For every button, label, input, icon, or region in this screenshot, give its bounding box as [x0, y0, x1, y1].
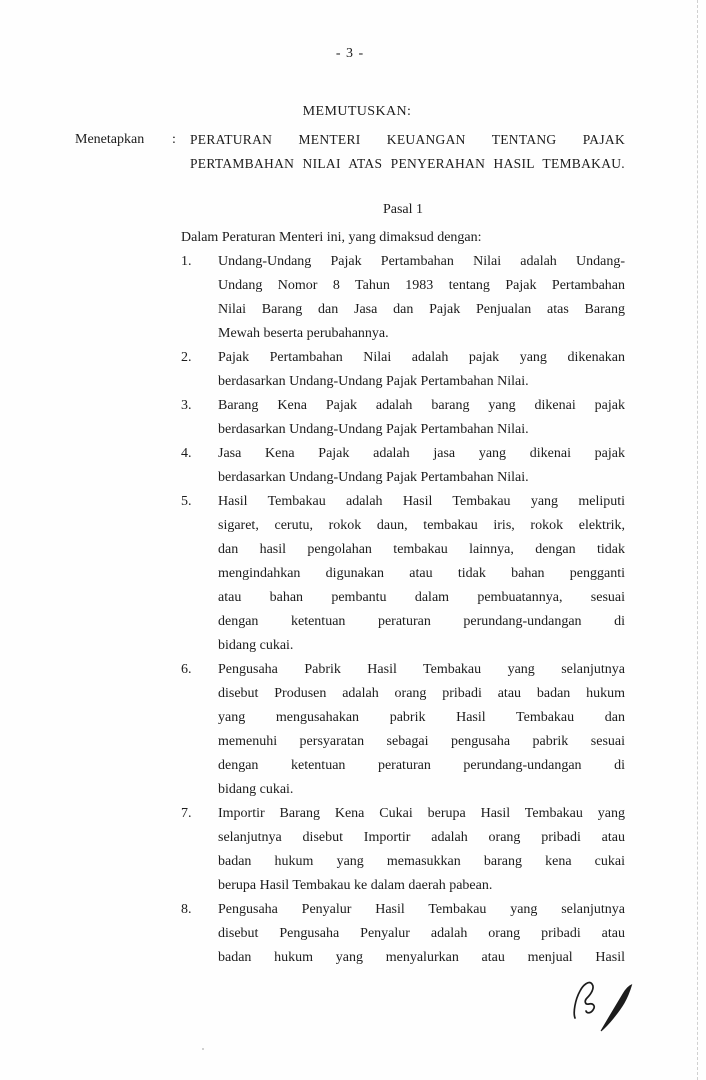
item-line: Undang Nomor 8 Tahun 1983 tentang Pajak Pertambahan — [218, 278, 625, 293]
list-item — [181, 898, 625, 970]
item-line: dengan ketentuan peraturan perundang-undangan di — [218, 614, 625, 629]
item-text — [218, 490, 625, 658]
list-item — [181, 490, 625, 658]
item-line: dengan ketentuan peraturan perundang-undangan di — [218, 758, 625, 773]
item-line: Pengusaha Pabrik Hasil Tembakau yang selanjutnya — [218, 662, 625, 677]
item-line: berdasarkan Undang-Undang Pajak Pertambahan Nilai. — [218, 374, 529, 389]
item-line: disebut Produsen adalah orang pribadi atau badan hukum — [218, 686, 625, 701]
item-number: 2. — [181, 350, 192, 365]
list-item — [181, 802, 625, 898]
item-line: berdasarkan Undang-Undang Pajak Pertambahan Nilai. — [218, 422, 529, 437]
item-line: Pengusaha Penyalur Hasil Tembakau yang selanjutnya — [218, 902, 625, 917]
item-text — [218, 346, 625, 394]
item-number: 6. — [181, 662, 192, 677]
item-text — [218, 658, 625, 802]
item-line: bidang cukai. — [218, 638, 294, 653]
item-line: bidang cukai. — [218, 782, 294, 797]
item-line: Barang Kena Pajak adalah barang yang dikenai pajak — [218, 398, 625, 413]
item-number: 1. — [181, 254, 192, 269]
menetapkan-colon: : — [172, 132, 176, 147]
item-line: Jasa Kena Pajak adalah jasa yang dikenai pajak — [218, 446, 625, 461]
item-line: atau bahan pembantu dalam pembuatannya, sesuai — [218, 590, 625, 605]
scan-dot-artifact — [202, 1048, 204, 1050]
page-number: - 3 - — [335, 46, 365, 61]
decision-heading: MEMUTUSKAN: — [302, 104, 412, 119]
item-line: badan hukum yang memasukkan barang kena cukai — [218, 854, 625, 869]
item-line: memenuhi persyaratan sebagai pengusaha pabrik sesuai — [218, 734, 625, 749]
item-number: 5. — [181, 494, 192, 509]
list-item — [181, 658, 625, 802]
item-line: berdasarkan Undang-Undang Pajak Pertambahan Nilai. — [218, 470, 529, 485]
list-item — [181, 250, 625, 346]
item-line: yang mengusahakan pabrik Hasil Tembakau dan — [218, 710, 625, 725]
list-item — [181, 346, 625, 394]
menetapkan-line: PERTAMBAHAN NILAI ATAS PENYERAHAN HASIL TEMBAKAU. — [190, 156, 625, 171]
menetapkan-label: Menetapkan — [75, 132, 145, 147]
definition-list — [181, 250, 625, 970]
item-line: Hasil Tembakau adalah Hasil Tembakau yang meliputi — [218, 494, 625, 509]
list-item — [181, 442, 625, 490]
item-text — [218, 442, 625, 490]
item-line: Importir Barang Kena Cukai berupa Hasil Tembakau yang — [218, 806, 625, 821]
item-line: sigaret, cerutu, rokok daun, tembakau iris, rokok elektrik, — [218, 518, 625, 533]
scan-edge-artifact-line — [697, 0, 698, 1080]
item-line: Pajak Pertambahan Nilai adalah pajak yang dikenakan — [218, 350, 625, 365]
item-line: Mewah beserta perubahannya. — [218, 326, 389, 341]
item-line: mengindahkan digunakan atau tidak bahan pengganti — [218, 566, 625, 581]
item-text — [218, 394, 625, 442]
item-line: Nilai Barang dan Jasa dan Pajak Penjualan atas Barang — [218, 302, 625, 317]
item-line: berupa Hasil Tembakau ke dalam daerah pabean. — [218, 878, 493, 893]
item-number: 4. — [181, 446, 192, 461]
item-number: 8. — [181, 902, 192, 917]
list-item — [181, 394, 625, 442]
pasal-title: Pasal 1 — [382, 202, 424, 217]
pasal-intro: Dalam Peraturan Menteri ini, yang dimaksud dengan: — [181, 230, 482, 245]
item-line: badan hukum yang menyalurkan atau menjual Hasil — [218, 950, 625, 965]
menetapkan-block — [75, 128, 625, 176]
item-text — [218, 250, 625, 346]
item-number: 3. — [181, 398, 192, 413]
item-number: 7. — [181, 806, 192, 821]
menetapkan-line: PERATURAN MENTERI KEUANGAN TENTANG PAJAK — [190, 132, 625, 147]
item-text — [218, 898, 625, 970]
item-line: disebut Pengusaha Penyalur adalah orang pribadi atau — [218, 926, 625, 941]
item-text — [218, 802, 625, 898]
item-line: selanjutnya disebut Importir adalah orang pribadi atau — [218, 830, 625, 845]
menetapkan-text — [190, 128, 625, 176]
item-line: Undang-Undang Pajak Pertambahan Nilai adalah Undang- — [218, 254, 625, 269]
item-line: dan hasil pengolahan tembakau lainnya, dengan tidak — [218, 542, 625, 557]
paraf-initial-mark — [566, 976, 638, 1036]
